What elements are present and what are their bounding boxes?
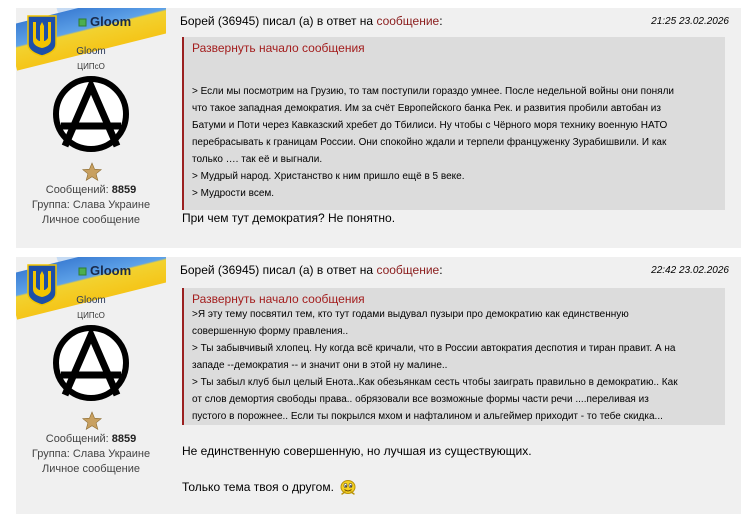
- user-group: Группа: Слава Украине: [31, 199, 151, 211]
- quote-line: что такое западная демократия. Им за счёт Европейского банка Рек. и развития пробили автобан из: [192, 103, 661, 114]
- user-title: Gloom: [76, 46, 106, 57]
- quote-line: > Мудрый народ. Христанство к ним пришло ещё в 5 веке.: [192, 171, 465, 182]
- post-body-text: При чем тут демократия? Не понятно.: [182, 211, 396, 225]
- post-date: 21:25 23.02.2026: [651, 16, 729, 27]
- quote-block: [182, 37, 725, 210]
- expand-quote-link[interactable]: Развернуть начало сообщения: [192, 41, 365, 55]
- post-header: Борей (36945) писал (а) в ответ на сообщение:: [180, 263, 443, 277]
- rank-star-icon: [82, 411, 102, 431]
- user-panel: [16, 257, 166, 514]
- expand-quote-link[interactable]: Развернуть начало сообщения: [192, 292, 365, 306]
- message-count: Сообщений: 8859: [45, 184, 137, 196]
- private-message-link[interactable]: Личное сообщение: [41, 214, 140, 226]
- anarchy-symbol-icon[interactable]: [51, 323, 131, 403]
- quote-line: пустого в порожнее.. Если ты покрылся мхом и нафталином и альгеймер приходит - то тебе скидка...: [192, 411, 663, 422]
- quote-line: >Я эту тему посвятил тем, кто тут годами выдувал пузыри про демократию как единственную: [192, 309, 629, 320]
- forum-post: [16, 257, 741, 514]
- post-body-text: Не единственную совершенную, но лучшая из существующих.: [182, 444, 532, 458]
- quote-line: перебрасывать к границам России. Они спокойно ждали и терпели француженку Зурабишвили. И как: [192, 137, 667, 148]
- quote-line: > Ты забывчивый хлопец. Ну когда всё кричали, что в России автократия деспотия и тиран правит. А на: [192, 343, 676, 354]
- quote-line: > Ты забыл клуб был целый Енота..Как обезьянкам сесть чтобы заиграть правильно в демократию.. Как: [192, 377, 678, 388]
- user-title: Gloom: [76, 295, 106, 306]
- username-link[interactable]: Gloom: [90, 14, 132, 29]
- smiley-icon: [338, 479, 358, 497]
- forum-post: [16, 8, 741, 248]
- username-link[interactable]: Gloom: [90, 263, 132, 278]
- quote-line: только …. так её и выгнали.: [192, 154, 323, 165]
- reply-source-link[interactable]: сообщение: [376, 263, 440, 277]
- reply-source-link[interactable]: сообщение: [376, 14, 440, 28]
- quote-line: > Мудрости всем.: [192, 188, 275, 199]
- anarchy-symbol-icon[interactable]: [51, 74, 131, 154]
- quote-line: от слов демортия свободы права.. обрязовали все возможные формы части речи ....переливая из: [192, 394, 649, 405]
- message-count: Сообщений: 8859: [45, 433, 137, 445]
- user-group: Группа: Слава Украине: [31, 448, 151, 460]
- user-subtitle: ЦИПсО: [77, 311, 105, 320]
- quote-line: западе --демократия -- и значит они в этой ну малине..: [192, 360, 448, 371]
- quote-block: [182, 288, 725, 425]
- user-panel: [16, 8, 166, 248]
- quote-line: совершенную форму правления..: [192, 326, 349, 337]
- online-status-icon: [78, 18, 87, 27]
- post-body-text-line: Только тема твоя о другом.: [182, 479, 358, 497]
- user-subtitle: ЦИПсО: [77, 62, 105, 71]
- rank-star-icon: [82, 162, 102, 182]
- post-header: Борей (36945) писал (а) в ответ на сообщение:: [180, 14, 443, 28]
- post-date: 22:42 23.02.2026: [651, 265, 729, 276]
- quote-line: Батуми и Поти через Кавказский хребет до Тбилиси. Ну чтобы с Чёрного моря технику военную НАТО: [192, 120, 668, 131]
- online-status-icon: [78, 267, 87, 276]
- private-message-link[interactable]: Личное сообщение: [41, 463, 140, 475]
- quote-line: > Если мы посмотрим на Грузию, то там поступили гораздо умнее. После недельной войны они поняли: [192, 86, 675, 97]
